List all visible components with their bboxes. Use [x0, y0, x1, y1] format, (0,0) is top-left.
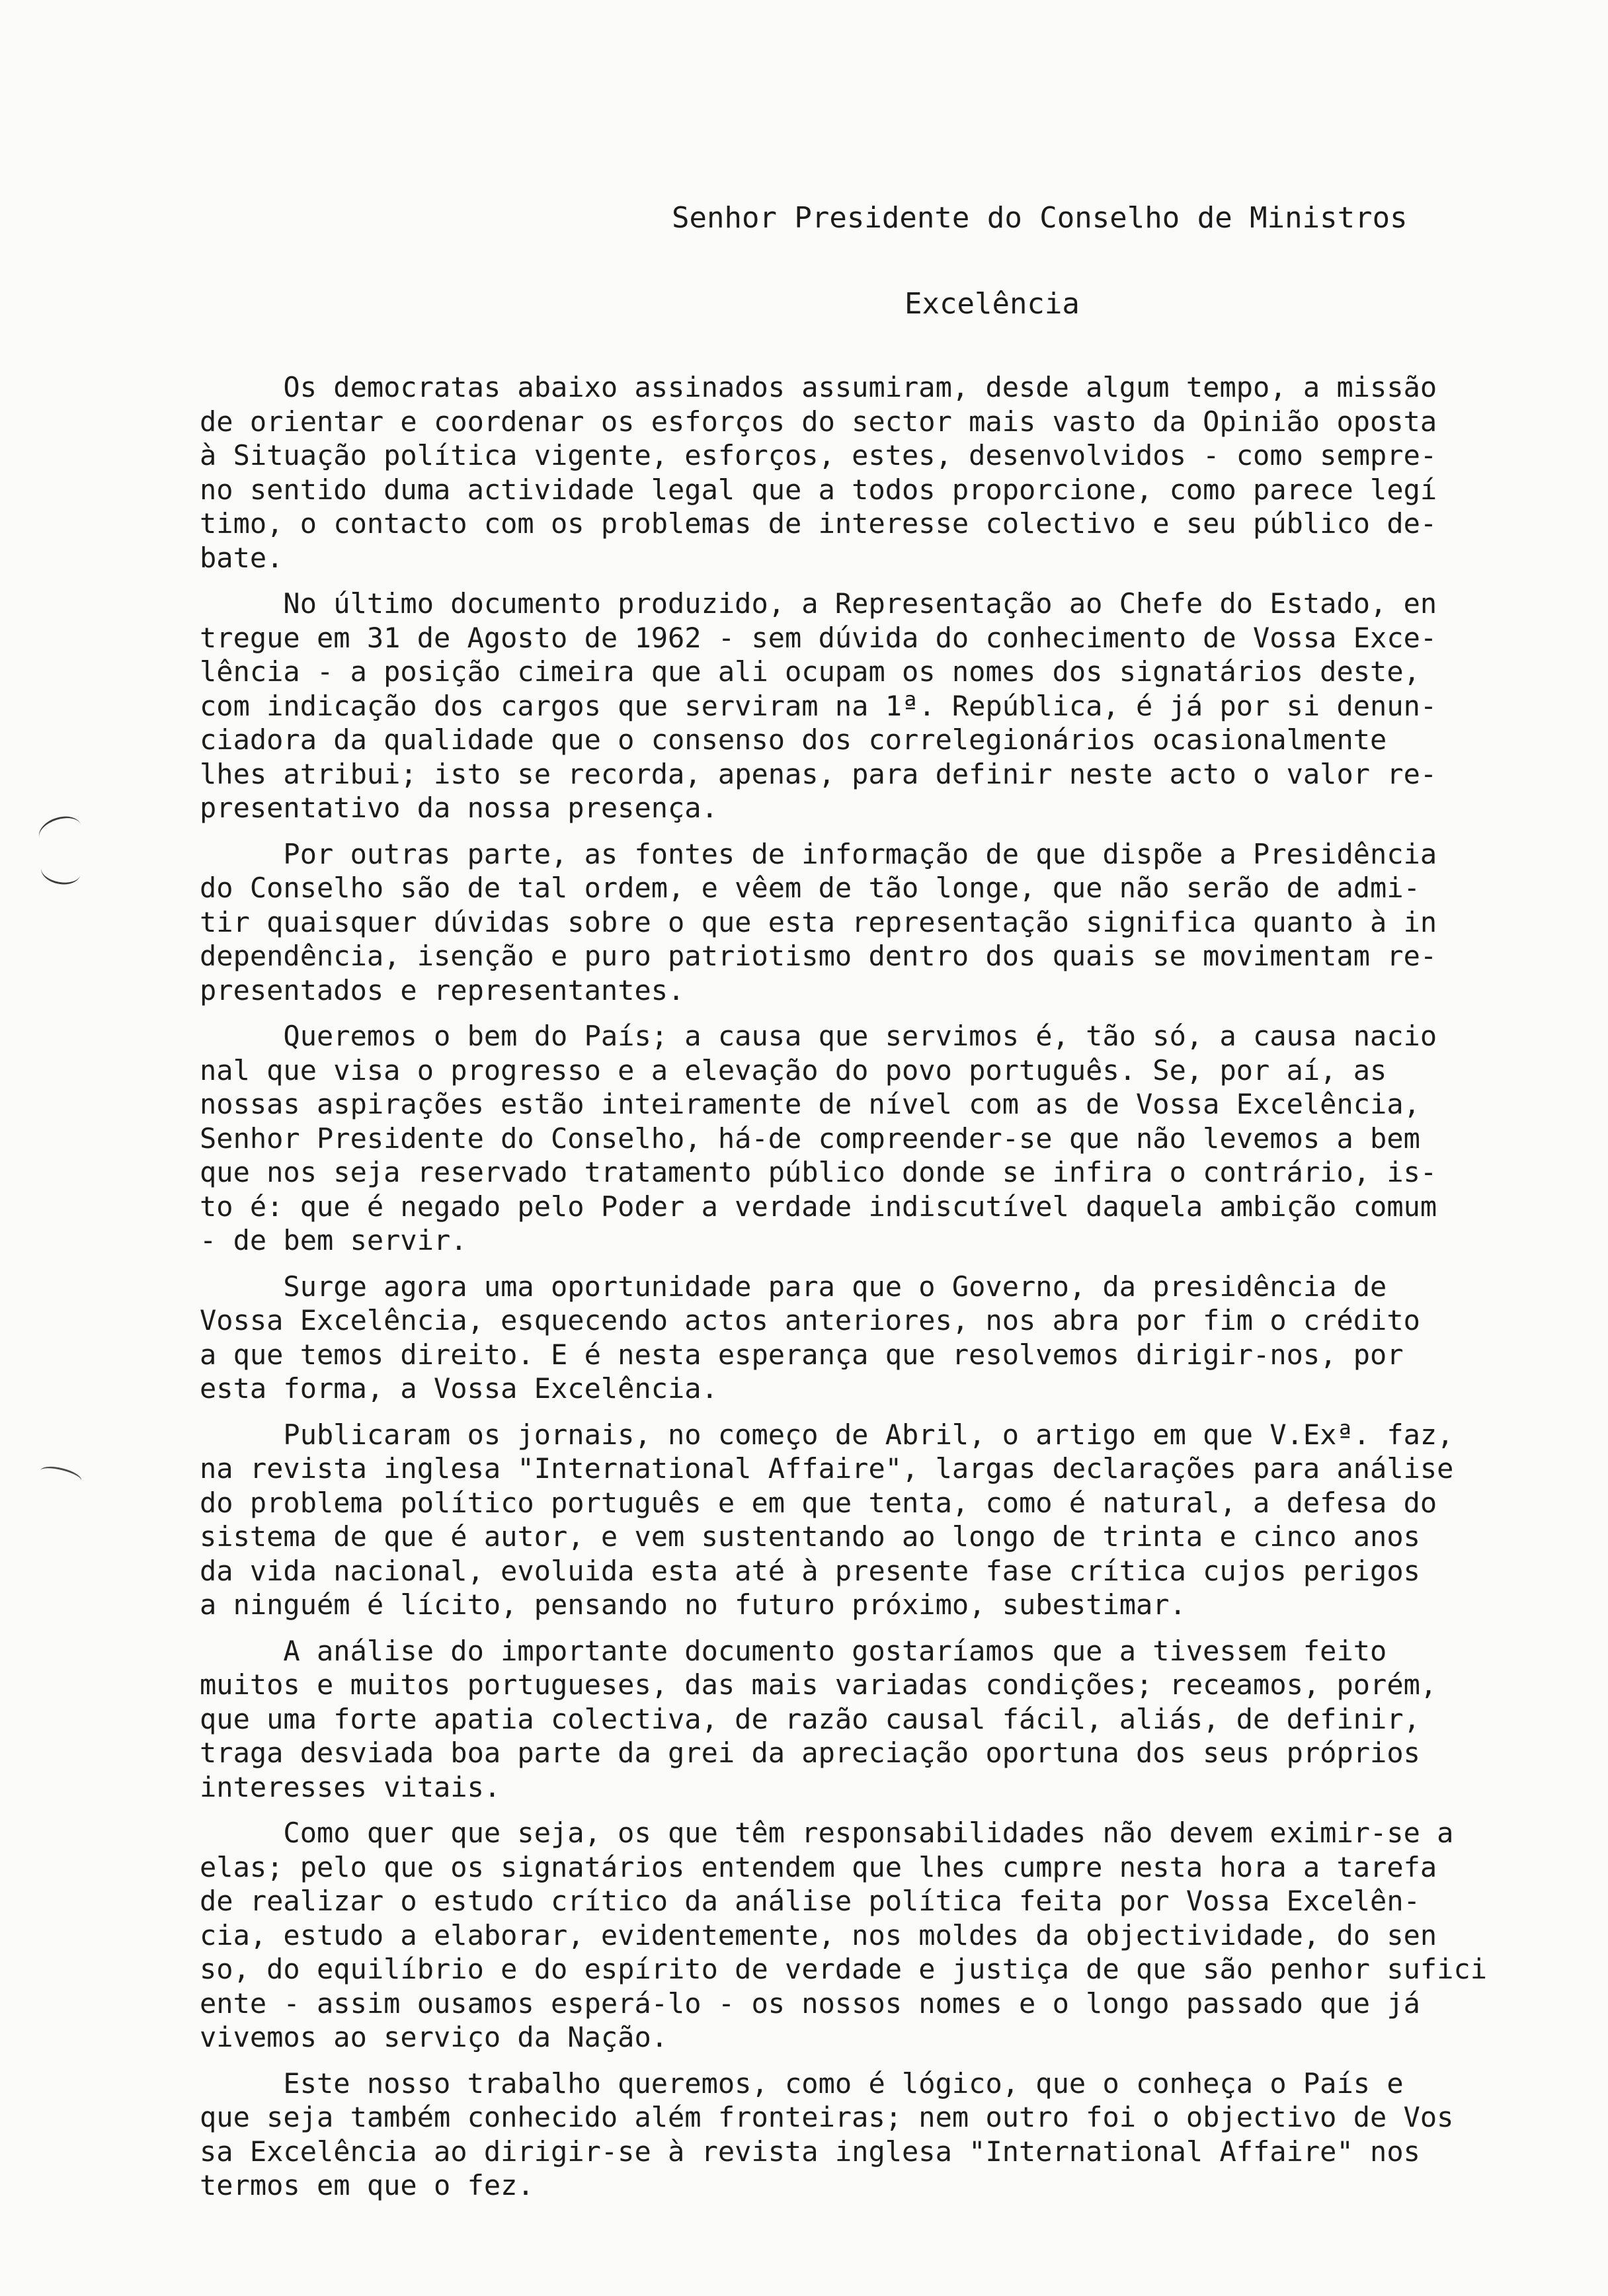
text-line: timo, o contacto com os problemas de interesse colectivo e seu público de-: [200, 507, 1437, 540]
text-line: Senhor Presidente do Conselho, há-de compreender-se que não levemos a bem: [200, 1122, 1420, 1155]
text-line: Os democratas abaixo assinados assumiram, desde algum tempo, a missão: [200, 371, 1437, 403]
salutation: Excelência: [904, 287, 1080, 321]
text-line: nal que visa o progresso e a elevação do povo português. Se, por aí, as: [200, 1053, 1387, 1086]
text-line: vivemos ao serviço da Nação.: [200, 2021, 668, 2053]
paragraph: [200, 2067, 1548, 2203]
text-line: da vida nacional, evoluida esta até à presente fase crítica cujos perigos: [200, 1554, 1420, 1587]
text-line: que uma forte apatia colectiva, de razão causal fácil, aliás, de definir,: [200, 1702, 1420, 1735]
text-line: so, do equilíbrio e do espírito de verdade e justiça de que são penhor sufici: [200, 1953, 1488, 1985]
paragraph: [200, 1634, 1548, 1805]
margin-ink-mark: [38, 1463, 83, 1489]
paragraph: [200, 837, 1548, 1008]
text-line: Vossa Excelência, esquecendo actos anteriores, nos abra por fim o crédito: [200, 1304, 1420, 1336]
text-line: nossas aspirações estão inteiramente de nível com as de Vossa Excelência,: [200, 1088, 1420, 1120]
text-line: presentados e representantes.: [200, 973, 685, 1006]
text-line: esta forma, a Vossa Excelência.: [200, 1372, 718, 1405]
text-line: a ninguém é lícito, pensando no futuro próximo, subestimar.: [200, 1588, 1186, 1621]
text-line: Publicaram os jornais, no começo de Abril, o artigo em que V.Exª. faz,: [200, 1418, 1454, 1451]
text-line: ciadora da qualidade que o consenso dos correlegionários ocasionalmente: [200, 723, 1387, 756]
text-line: Como quer que seja, os que têm responsabilidades não devem eximir-se a: [200, 1817, 1454, 1849]
text-line: termos em que o fez.: [200, 2169, 534, 2201]
text-line: lência - a posição cimeira que ali ocupam os nomes dos signatários deste,: [200, 655, 1420, 688]
paragraph: [200, 1270, 1548, 1406]
text-line: de orientar e coordenar os esforços do sector mais vasto da Opinião oposta: [200, 405, 1437, 438]
text-line: lhes atribui; isto se recorda, apenas, para definir neste acto o valor re-: [200, 757, 1437, 790]
text-line: de realizar o estudo crítico da análise política feita por Vossa Excelên-: [200, 1885, 1420, 1917]
text-line: elas; pelo que os signatários entendem que lhes cumpre nesta hora a tarefa: [200, 1850, 1437, 1883]
paragraph: [200, 587, 1548, 825]
text-line: bate.: [200, 541, 284, 574]
text-line: do Conselho são de tal ordem, e vêem de tão longe, que não serão de admi-: [200, 872, 1420, 904]
letter-body: [200, 370, 1548, 2215]
paragraph: [200, 1418, 1548, 1622]
text-line: do problema político português e em que tenta, como é natural, a defesa do: [200, 1486, 1437, 1519]
text-line: no sentido duma actividade legal que a todos proporcione, como parece legí: [200, 473, 1437, 506]
margin-ink-mark: [39, 855, 83, 887]
text-line: com indicação dos cargos que serviram na 1ª. República, é já por si denun-: [200, 689, 1437, 722]
text-line: ente - assim ousamos esperá-lo - os nossos nomes e o longo passado que já: [200, 1987, 1420, 2020]
text-line: interesses vitais.: [200, 1770, 501, 1803]
text-line: Queremos o bem do País; a causa que servimos é, tão só, a causa nacio: [200, 1020, 1437, 1052]
text-line: à Situação política vigente, esforços, estes, desenvolvidos - como sempre-: [200, 439, 1437, 472]
text-line: dependência, isenção e puro patriotismo dentro dos quais se movimentam re-: [200, 940, 1437, 972]
text-line: traga desviada boa parte da grei da apreciação oportuna dos seus próprios: [200, 1737, 1420, 1769]
text-line: presentativo da nossa presença.: [200, 792, 718, 824]
text-line: A análise do importante documento gostaríamos que a tivessem feito: [200, 1634, 1387, 1667]
text-line: tir quaisquer dúvidas sobre o que esta representação significa quanto à in: [200, 905, 1437, 938]
text-line: tregue em 31 de Agosto de 1962 - sem dúvida do conhecimento de Vossa Exce-: [200, 621, 1437, 654]
addressee-line: Senhor Presidente do Conselho de Ministros: [672, 201, 1408, 235]
text-line: No último documento produzido, a Representação ao Chefe do Estado, en: [200, 587, 1437, 620]
text-line: que nos seja reservado tratamento público donde se infira o contrário, is-: [200, 1156, 1437, 1188]
text-line: to é: que é negado pelo Poder a verdade indiscutível daquela ambição comum: [200, 1190, 1437, 1223]
text-line: muitos e muitos portugueses, das mais variadas condições; receamos, porém,: [200, 1668, 1437, 1701]
text-line: cia, estudo a elaborar, evidentemente, nos moldes da objectividade, do sen: [200, 1918, 1437, 1951]
text-line: Por outras parte, as fontes de informação de que dispõe a Presidência: [200, 837, 1437, 870]
text-line: na revista inglesa "International Affaire", largas declarações para análise: [200, 1452, 1454, 1485]
margin-ink-mark: [35, 811, 85, 852]
paragraph: [200, 1816, 1548, 2055]
text-line: Este nosso trabalho queremos, como é lógico, que o conheça o País e: [200, 2067, 1404, 2100]
text-line: - de bem servir.: [200, 1224, 467, 1256]
text-line: sistema de que é autor, e vem sustentando ao longo de trinta e cinco anos: [200, 1520, 1420, 1553]
text-line: a que temos direito. E é nesta esperança que resolvemos dirigir-nos, por: [200, 1338, 1404, 1371]
text-line: Surge agora uma oportunidade para que o Governo, da presidência de: [200, 1270, 1387, 1303]
paragraph: [200, 1019, 1548, 1258]
text-line: que seja também conhecido além fronteiras; nem outro foi o objectivo de Vos: [200, 2101, 1454, 2133]
paragraph: [200, 370, 1548, 575]
text-line: sa Excelência ao dirigir-se à revista inglesa "International Affaire" nos: [200, 2135, 1420, 2168]
